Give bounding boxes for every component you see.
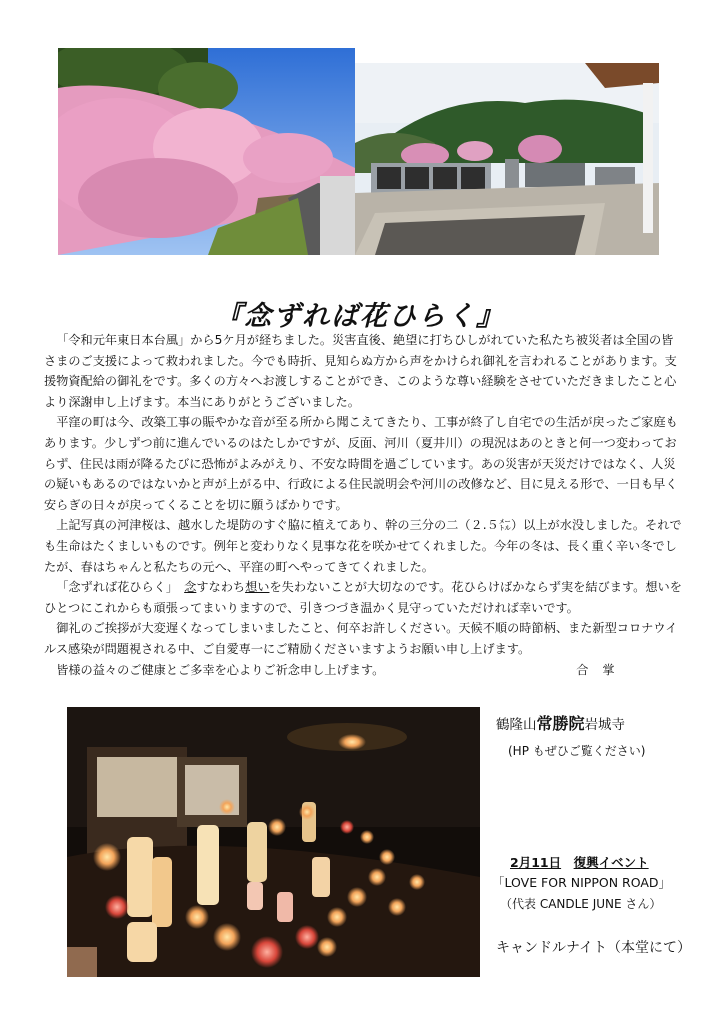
paragraph-3: 上記写真の河津桜は、越水した堤防のすぐ脇に植えてあり、幹の三分の二（２.５㍍）以上が水没しました。それでも生命はたくましいものです。例年と変わりなく見事な花を咲かせてくれました。今年の冬は、長く重く辛い冬でしたが、春はちゃんと私たちの元へ、平窪の町へやってきてくれました。 [44,518,682,574]
underlined-omoi: 想い [245,580,270,595]
event-label: 復興イベント [573,855,649,870]
paragraph-2: 平窪の町は今、改築工事の賑やかな音が至る所から聞こえてきたり、工事が終了し自宅での生活が戻ったご家庭もあります。少しずつ前に進んでいるのはたしかですが、反面、河川（夏井川）の現況はあのときと何一つ変わっておらず、住民は雨が降るたびに恐怖がよみがえり、不安な時間を過ごしています。あの災害が天災だけではなく、人災の疑いもあるのではないかと声が上がる中、行政による住民説明会や河川の改修など、目に見える形で、一日も早く安らぎの日々が戻ってくることを切に願うばかりです。 [44,415,678,512]
paragraph-4-rest: を失わないことが大切なのです。花ひらけばかならず実を結びます。想いをひとつにこれからも頑張ってまいりますので、引きつづき温かく見守っていただければ幸いです。 [44,580,682,615]
letter-body [44,330,684,680]
photo-candle-night [67,707,480,977]
temple-main-name: 常勝院 [536,714,585,733]
temple-name [496,711,625,734]
paragraph-6 [44,660,684,681]
photo-kawazu-cherry-blossoms [58,48,355,255]
event-representative: （代表 CANDLE JUNE さん） [500,897,662,911]
underlined-nen: 念 [184,580,197,595]
homepage-note: (HP もぜひご覧ください) [508,744,646,758]
paragraph-4-mid: すなわち [196,580,246,595]
temple-suffix: 岩城寺 [584,717,626,733]
closing-line: 皆様の益々のご健康とご多幸を心よりご祈念申し上げます。 [56,662,385,677]
motto-quote: 「念ずれば花ひらく」 [56,580,185,595]
photo-temple-cemetery [355,63,659,255]
page-title: 『念ずれば花ひらく』 [215,301,505,333]
event-date-line [510,853,649,871]
paragraph-5: 御礼のご挨拶が大変遅くなってしまいましたこと、何卒お許しください。天候不順の時節柄、また新型コロナウイルス感染が問題視される中、ご自愛専一にご精励くださいますようお願い申し上げます。 [44,621,678,656]
paragraph-4 [44,577,684,618]
candle-night-caption: キャンドルナイト（本堂にて） [496,940,692,956]
gassho-signoff: 合掌 [576,662,629,677]
event-name: 「LOVE FOR NIPPON ROAD」 [492,875,672,890]
temple-prefix: 鶴隆山 [496,717,537,733]
event-date: 2月11日 [510,855,562,870]
paragraph-1: 「令和元年東日本台風」から5ケ月が経ちました。災害直後、絶望に打ちひしがれていた私たち被災者は全国の皆さまのご支援によって救われました。今でも時折、見知らぬ方から声をかけられ御礼を言われることがあります。支援物資配給の御礼をです。多くの方々へお渡しすることができ、このような尊い経験をさせていただきましたこと心より深謝申し上げます。本当にありがとうございました。 [44,333,677,409]
